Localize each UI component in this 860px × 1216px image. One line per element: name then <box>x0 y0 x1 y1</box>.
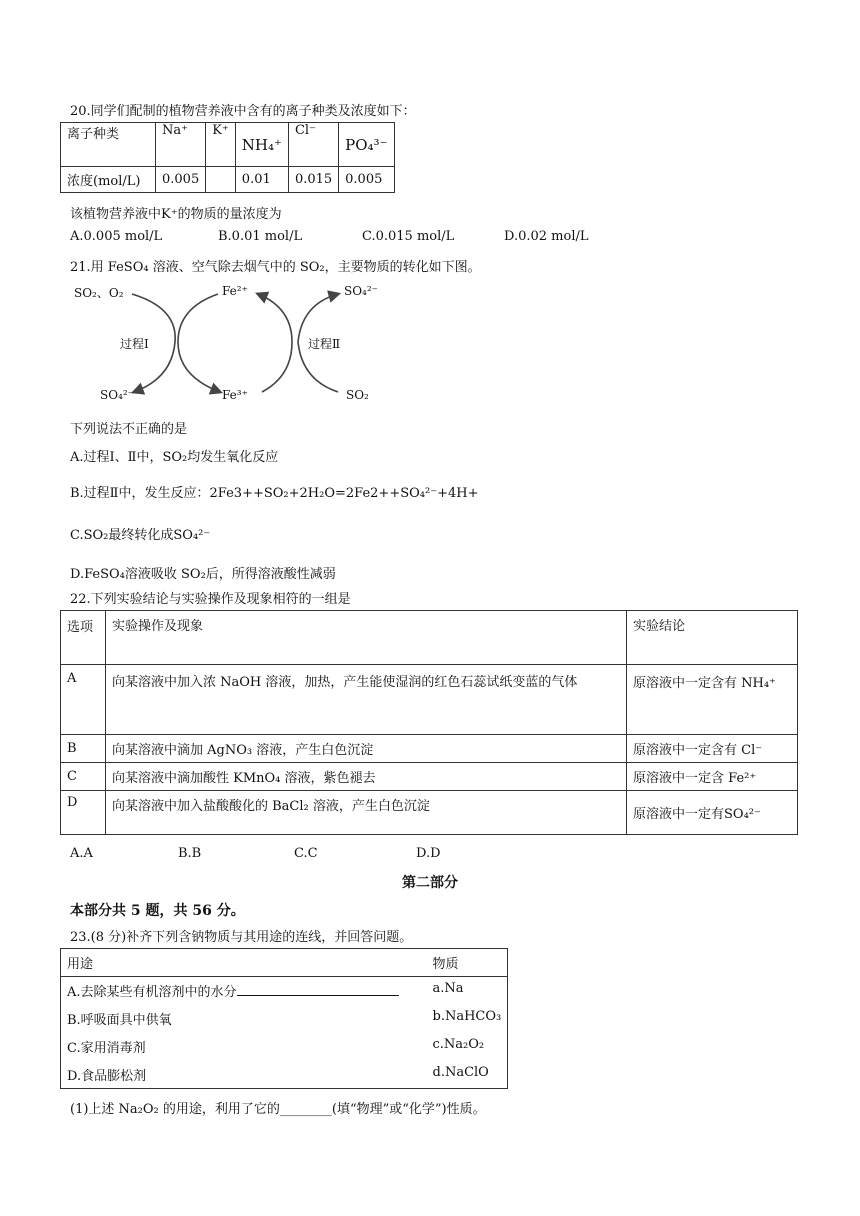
q23-header-substance-label: 物质 <box>432 957 459 972</box>
q22-option-a: A.A <box>70 846 93 861</box>
q21-option-c: C.SO₂最终转化成SO₄²⁻ <box>70 528 211 543</box>
q21-fe3-label: Fe³⁺ <box>222 388 248 402</box>
q21-cycle-diagram <box>70 280 390 410</box>
table-row <box>61 977 508 1005</box>
q20-value-po4: 0.005 <box>339 167 394 193</box>
table-row <box>61 1061 508 1089</box>
q20-value-na: 0.005 <box>156 167 206 193</box>
q23-row-a-substance: a.Na <box>432 981 464 997</box>
q23-header-use <box>61 949 508 977</box>
q22-row-d-operation: 向某溶液中加入盐酸酸化的 BaCl₂ 溶液，产生白色沉淀 <box>106 791 627 835</box>
q20-option-d: D.0.02 mol/L <box>504 229 589 244</box>
q23-matching-table <box>60 948 508 1089</box>
q22-row-c-operation: 向某溶液中滴加酸性 KMnO₄ 溶液，紫色褪去 <box>106 763 627 791</box>
q20-value-k <box>206 167 236 193</box>
q20-option-b: B.0.01 mol/L <box>218 229 303 244</box>
q20-header-po4: PO₄³⁻ <box>339 123 394 167</box>
q23-row-a <box>61 977 508 1005</box>
q22-row-b-operation: 向某溶液中滴加 AgNO₃ 溶液，产生白色沉淀 <box>106 735 627 763</box>
q23-row-b-substance: b.NaHCO₃ <box>432 1009 502 1024</box>
q22-header-conclusion: 实验结论 <box>627 611 798 665</box>
q22-row-d-option: D <box>61 791 106 835</box>
q22-row-a-option: A <box>61 665 106 735</box>
q22-row-d-conclusion: 原溶液中一定有SO₄²⁻ <box>627 791 798 835</box>
q22-row-b-option: B <box>61 735 106 763</box>
q20-option-c: C.0.015 mol/L <box>362 229 455 244</box>
q23-row-c <box>61 1033 508 1061</box>
q23-row-c-use: C.家用消毒剂 <box>67 1041 146 1056</box>
q23-header-use-label: 用途 <box>67 957 94 972</box>
part2-subtitle: 本部分共 5 题，共 56 分。 <box>70 903 245 919</box>
q22-option-b: B.B <box>178 846 202 861</box>
q21-option-a: A.过程Ⅰ、Ⅱ中，SO₂均发生氧化反应 <box>70 450 279 465</box>
q21-process-1-label: 过程Ⅰ <box>120 337 149 351</box>
table-row <box>61 1005 508 1033</box>
q20-value-cl: 0.015 <box>288 167 338 193</box>
q20-option-a: A.0.005 mol/L <box>70 229 163 244</box>
q23-stem: 23.(8 分)补齐下列含钠物质与其用途的连线，并回答问题。 <box>70 930 413 945</box>
q23-row-d-use: D.食品膨松剂 <box>67 1068 147 1084</box>
table-row <box>61 1033 508 1061</box>
q23-row-d <box>61 1061 508 1089</box>
table-row <box>61 791 798 835</box>
q21-arc-right-inner <box>258 294 292 392</box>
q21-stem: 21.用 FeSO₄ 溶液、空气除去烟气中的 SO₂，主要物质的转化如下图。 <box>70 260 481 275</box>
q22-stem: 22.下列实验结论与实验操作及现象相符的一组是 <box>70 592 351 607</box>
q23-row-b <box>61 1005 508 1033</box>
q21-option-d: D.FeSO₄溶液吸收 SO₂后，所得溶液酸性减弱 <box>70 567 336 582</box>
table-row <box>61 735 798 763</box>
q20-header-cl: Cl⁻ <box>288 123 338 167</box>
part2-title: 第二部分 <box>402 875 458 891</box>
q22-row-c-conclusion: 原溶液中一定含 Fe²⁺ <box>627 763 798 791</box>
q23-row-a-connect-line <box>237 983 399 996</box>
q21-left-bottom-label: SO₄²⁻ <box>100 388 135 402</box>
q23-row-d-substance: d.NaClO <box>432 1064 489 1080</box>
q21-process-2-label: 过程Ⅱ <box>308 337 341 351</box>
q21-question: 下列说法不正确的是 <box>70 422 188 437</box>
q20-row-label: 浓度(mol/L) <box>61 167 156 193</box>
q23-row-b-use: B.呼吸面具中供氧 <box>67 1013 172 1028</box>
q22-row-a-conclusion: 原溶液中一定含有 NH₄⁺ <box>627 665 798 735</box>
q22-row-b-conclusion: 原溶液中一定含有 Cl⁻ <box>627 735 798 763</box>
q21-left-top-label: SO₂、O₂ <box>74 286 124 300</box>
q22-option-d: D.D <box>416 846 441 861</box>
q20-value-nh4: 0.01 <box>235 167 288 193</box>
q20-header-nh4: NH₄⁺ <box>235 123 288 167</box>
q21-fe2-label: Fe²⁺ <box>222 284 248 298</box>
q20-ion-table <box>60 122 395 193</box>
q21-option-b: B.过程Ⅱ中，发生反应：2Fe3++SO₂+2H₂O=2Fe2++SO₄²⁻+4H+ <box>70 486 479 501</box>
q23-row-c-substance: c.Na₂O₂ <box>432 1037 485 1052</box>
q20-header-ion-type: 离子种类 <box>61 123 156 167</box>
q20-header-k: K⁺ <box>206 123 236 167</box>
q23-sub-question-1: (1)上述 Na₂O₂ 的用途，利用了它的________(填“物理”或“化学”)性质。 <box>70 1102 486 1117</box>
q22-experiment-table <box>60 610 798 835</box>
q20-question: 该植物营养液中K⁺的物质的量浓度为 <box>70 207 282 222</box>
q22-option-c: C.C <box>294 846 318 861</box>
q23-row-a-use: A.去除某些有机溶剂中的水分 <box>67 985 237 1001</box>
table-row <box>61 763 798 791</box>
table-row <box>61 665 798 735</box>
q21-right-top-label: SO₄²⁻ <box>344 284 379 298</box>
q21-right-bottom-label: SO₂ <box>346 388 369 402</box>
q22-header-operation: 实验操作及现象 <box>106 611 627 665</box>
q22-header-option: 选项 <box>61 611 106 665</box>
q21-arc-left-inner <box>178 294 220 392</box>
q22-row-a-operation: 向某溶液中加入浓 NaOH 溶液，加热，产生能使湿润的红色石蕊试纸变蓝的气体 <box>106 665 627 735</box>
q20-header-na: Na⁺ <box>156 123 206 167</box>
q22-row-c-option: C <box>61 763 106 791</box>
q20-stem: 20.同学们配制的植物营养液中含有的离子种类及浓度如下： <box>70 104 416 119</box>
